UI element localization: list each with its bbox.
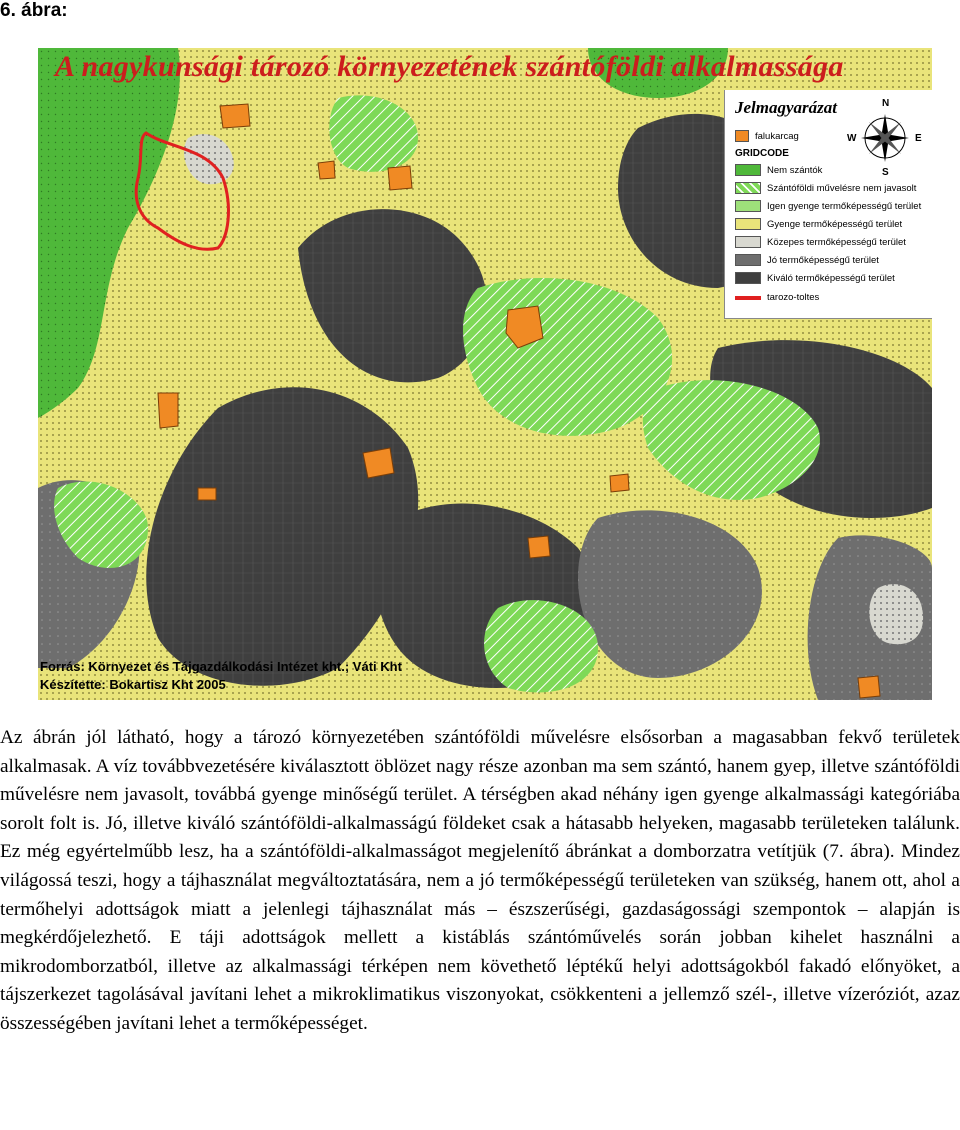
author-line: Készítette: Bokartisz Kht 2005 [40, 677, 226, 692]
legend-swatch [735, 218, 761, 230]
legend-item-igen-gyenge [735, 200, 921, 212]
legend-label: Szántóföldi művelésre nem javasolt [767, 182, 917, 194]
legend-label: Kiváló termőképességű terület [767, 272, 895, 284]
legend-swatch [735, 164, 761, 176]
legend-title: Jelmagyarázat [735, 98, 837, 117]
body-text [0, 724, 960, 1039]
compass-e: E [915, 133, 922, 144]
legend-label: Nem szántók [767, 164, 823, 176]
map-title: A nagykunsági tározó környezetének szántóföldi alkalmassága [55, 50, 844, 83]
legend-item-nem-javasolt [735, 182, 916, 194]
figure-label: 6. ábra: [0, 0, 68, 21]
legend-label: Gyenge termőképességű terület [767, 218, 903, 230]
legend-label: Jó termőképességű terület [767, 254, 879, 266]
legend-item-gyenge [735, 218, 902, 230]
gridcode-label: GRIDCODE [735, 148, 789, 159]
legend-label: Igen gyenge termőképességű terület [767, 200, 922, 212]
legend-item-falukarcag [735, 130, 799, 142]
map-source [40, 658, 402, 694]
compass-n: N [882, 98, 890, 109]
legend-swatch [735, 130, 749, 142]
compass-s: S [882, 167, 889, 176]
legend-item-tarozo-toltes [735, 292, 819, 303]
source-line: Forrás: Környezet és Tájgazdálkodási Intézet kht.; Váti Kht [40, 659, 402, 674]
compass-rose-icon [845, 96, 925, 176]
legend-label: falukarcag [755, 130, 799, 142]
legend-swatch [735, 272, 761, 284]
paragraph: Az ábrán jól látható, hogy a tározó környezetében szántóföldi művelésre elsősorban a magasabban fekvő területek alkalmasak. A víz továbbvezetésére kiválasztott öblözet nagy része azonban ma sem szántó, hanem gyep, illetve szántóföldi művelésre nem javasolt, továbbá gyenge minőségű terület. A térségben akad néhány igen gyenge alkalmassági kategóriába sorolt folt is. Jó, illetve kiváló szántóföldi-alkalmasságú földeket csak a hátasabb helyeken, magasabb területeken találunk. Ez még egyértelműbb lesz, ha a szántóföldi-alkalmasságot megjelenítő ábránkat a domborzatra vetítjük (7. ábra). Mindez világossá teszi, hogy a tájhasználat megváltoztatására, nem a jó termőképességű területeken van szükség, hanem ott, ahol a termőhelyi adottságok miatt a jelenlegi tájhasználat más – észszerűségi, gazdaságossági szempontok – alapján is megkérdőjelezhető. E táji adottságok mellett a kistáblás szántóművelés során jobban kihelet használni a mikrodomborzatból, illetve az alkalmassági térképen nem követhető léptékű helyi adottságokból fakadó előnyöket, a tájszerkezet tagolásával javítani lehet a mikroklimatikus viszonyokat, csökkenteni a jellemző szél-, illetve vízeróziót, azaz összességében javítani lehet a termőképességet. [0, 727, 960, 1034]
legend-label: Közepes termőképességű terület [767, 236, 906, 248]
suitability-map [38, 48, 932, 700]
legend-label: tarozo-toltes [767, 292, 820, 303]
legend-swatch [735, 296, 761, 300]
legend-swatch [735, 182, 761, 194]
legend-swatch [735, 254, 761, 266]
compass-w: W [847, 133, 857, 144]
legend-item-kozepes [735, 236, 906, 248]
legend-swatch [735, 200, 761, 212]
legend-item-kivalo [735, 272, 895, 284]
map-legend [724, 90, 932, 319]
legend-swatch [735, 236, 761, 248]
legend-item-nem-szantok [735, 164, 822, 176]
legend-item-jo [735, 254, 879, 266]
